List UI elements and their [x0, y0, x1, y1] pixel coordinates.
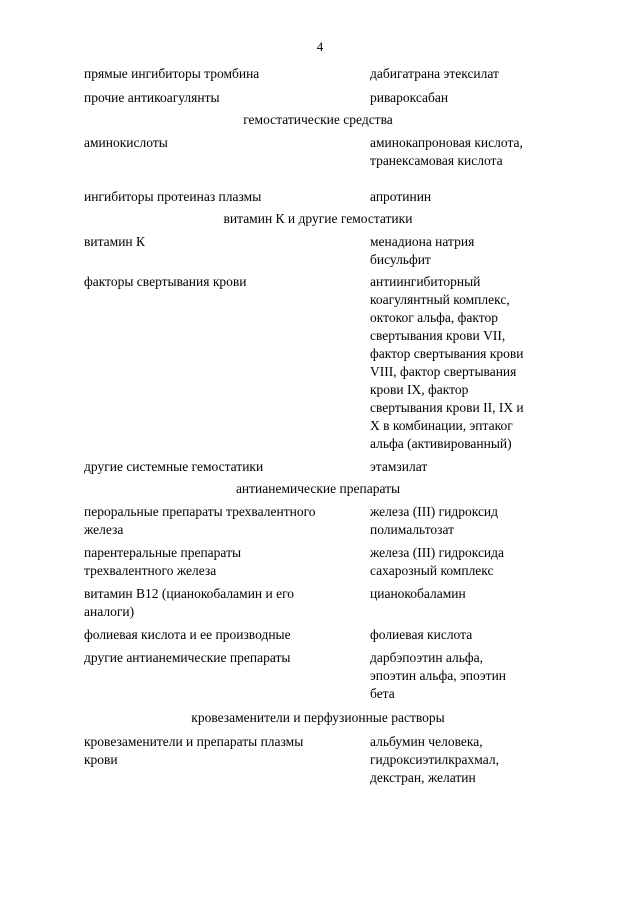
section-heading: витамин К и другие гемостатики	[223, 211, 413, 226]
drug-names: дарбэпоэтин альфа, эпоэтин альфа, эпоэтин бета	[370, 650, 507, 701]
drug-group-name: витамин К	[84, 234, 146, 249]
table-row	[84, 649, 552, 703]
drug-group-name: кровезаменители и препараты плазмы крови	[84, 734, 304, 767]
drug-names: ривароксабан	[370, 90, 449, 105]
table-row	[84, 134, 552, 170]
drug-names: альбумин человека, гидроксиэтилкрахмал, декстран, желатин	[370, 734, 499, 785]
table-row	[84, 733, 552, 787]
drug-names: аминокапроновая кислота, транексамовая кислота	[370, 135, 523, 168]
table-row	[84, 544, 552, 580]
drug-group-name: прочие антикоагулянты	[84, 90, 220, 105]
table-row	[84, 503, 552, 539]
section-heading: антианемические препараты	[235, 481, 401, 496]
table-row	[84, 273, 552, 453]
drug-group-name: аминокислоты	[84, 135, 168, 150]
drug-names: железа (III) гидроксид полимальтозат	[370, 504, 499, 537]
table-row	[84, 89, 552, 107]
drug-group-name: ингибиторы протеиназ плазмы	[84, 189, 262, 204]
drug-names: цианокобаламин	[370, 586, 466, 601]
drug-names: антиингибиторный коагулянтный комплекс, октоког альфа, фактор свертывания крови VII, фактор свертывания крови VIII, фактор свертывания крови IX, фактор свертывания крови II, IX и X в комбинации, эптаког альфа (активированный)	[370, 274, 524, 451]
drug-group-name: фолиевая кислота и ее производные	[84, 627, 291, 642]
page-number: 4	[316, 39, 324, 54]
section-heading: гемостатические средства	[243, 112, 393, 127]
table-row	[84, 233, 552, 269]
drug-classification-table	[84, 65, 552, 787]
drug-names: менадиона натрия бисульфит	[370, 234, 475, 267]
drug-names: этамзилат	[370, 459, 428, 474]
drug-group-name: пероральные препараты трехвалентного железа	[84, 504, 316, 537]
drug-group-name: витамин B12 (цианокобаламин и его аналоги)	[84, 586, 295, 619]
drug-names: железа (III) гидроксида сахарозный комплекс	[370, 545, 505, 578]
drug-group-name: другие системные гемостатики	[84, 459, 264, 474]
table-row	[84, 458, 552, 476]
drug-names: фолиевая кислота	[370, 627, 473, 642]
section-heading: кровезаменители и перфузионные растворы	[191, 710, 445, 725]
table-row	[84, 65, 552, 83]
drug-names: дабигатрана этексилат	[370, 66, 499, 81]
drug-group-name: парентеральные препараты трехвалентного железа	[84, 545, 242, 578]
table-row	[84, 585, 552, 621]
drug-group-name: прямые ингибиторы тромбина	[84, 66, 260, 81]
table-row	[84, 188, 552, 206]
drug-names: апротинин	[370, 189, 432, 204]
drug-group-name: факторы свертывания крови	[84, 274, 247, 289]
table-row	[84, 626, 552, 644]
drug-group-name: другие антианемические препараты	[84, 650, 291, 665]
